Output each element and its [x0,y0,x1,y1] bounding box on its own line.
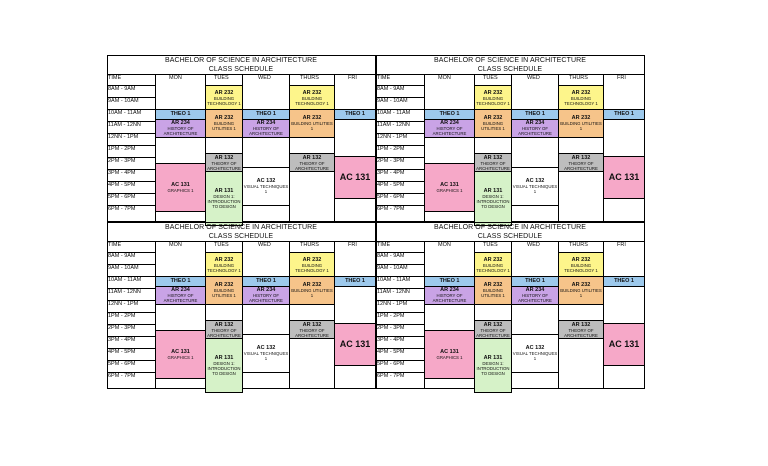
time-slot-label: 1PM - 2PM [108,146,136,152]
course-code: AR 234 [525,120,545,127]
course-title: THEORY OF ARCHITECTURE [476,327,510,338]
course-code: AR 132 [483,154,503,161]
course-code: AR 232 [571,282,591,289]
column-header: TUES [214,242,229,248]
time-slot-label: 5PM - 6PM [108,361,136,367]
course-code: AR 234 [525,287,545,294]
time-slot-label: 6PM - 7PM [108,373,136,379]
row-divider [376,121,424,122]
course-title: BUILDING UTILITIES 1 [291,288,333,299]
time-slot-label: 10AM - 11AM [108,277,142,283]
class-block [474,252,512,277]
schedule-quadrant [107,55,375,221]
time-slot-label: 1PM - 2PM [377,146,405,152]
row-divider [376,372,424,373]
time-slot-label: 11AM - 12NN [108,289,141,295]
row-divider [107,264,155,265]
course-code: AC 131 [171,182,190,188]
class-block [603,323,645,366]
course-code: THEO 1 [439,278,460,285]
course-code: AR 132 [571,154,591,161]
schedule-subtitle: CLASS SCHEDULE [208,233,274,240]
course-code: AR 234 [256,287,276,294]
column-header: FRI [617,75,626,81]
row-divider [376,181,424,182]
course-code: AR 232 [571,89,591,96]
row-divider [376,264,424,265]
class-block [511,167,559,206]
class-block [334,109,376,120]
class-block [205,109,243,138]
class-block [155,286,206,305]
course-title: HISTORY OF ARCHITECTURE [518,293,552,304]
row-divider [107,312,155,313]
course-code: AR 132 [483,321,503,328]
course-title: THEORY OF ARCHITECTURE [295,160,329,171]
schedule-title: BACHELOR OF SCIENCE IN ARCHITECTURE [164,224,318,231]
course-title: BUILDING UTILITIES 1 [481,288,505,299]
course-code: AR 132 [302,154,322,161]
course-title: HISTORY OF ARCHITECTURE [518,126,552,137]
course-title: VISUAL TECHNIQUES 1 [243,351,289,362]
course-title: VISUAL TECHNIQUES 1 [512,351,558,362]
class-block [424,330,475,379]
course-code: AR 132 [214,154,234,161]
class-block [242,286,290,305]
course-title: BUILDING UTILITIES 1 [560,121,602,132]
class-block [334,323,376,366]
class-block [289,85,335,110]
course-title: HISTORY OF ARCHITECTURE [432,293,467,304]
row-divider [107,372,155,373]
class-block [155,163,206,212]
course-title: BUILDING TECHNOLOGY 1 [564,95,598,106]
column-header: FRI [617,242,626,248]
course-code: AR 232 [302,256,322,263]
column-header: WED [527,75,540,81]
class-block [289,109,335,138]
row-divider [107,276,155,277]
course-title: HISTORY OF ARCHITECTURE [163,293,198,304]
class-block [424,163,475,212]
course-title: DESIGN 1: [482,361,504,367]
course-code: AC 131 [339,172,371,183]
course-title: BUILDING TECHNOLOGY 1 [295,95,329,106]
column-header: TIME [108,75,122,81]
row-divider [376,157,424,158]
schedule-quadrant [376,222,644,388]
row-divider [376,205,424,206]
course-title: BUILDING UTILITIES 1 [212,288,236,299]
column-header: THURS [300,242,319,248]
row-divider [107,97,155,98]
class-block [242,119,290,138]
course-code: AC 132 [525,345,545,352]
course-title: DESIGN 1: [213,361,235,367]
class-block [474,338,512,393]
course-title: BUILDING TECHNOLOGY 1 [476,262,510,273]
class-block [474,276,512,305]
course-code: AR 234 [256,120,276,127]
time-slot-label: 5PM - 6PM [377,361,405,367]
column-header: FRI [348,75,357,81]
column-header: WED [258,75,271,81]
time-slot-label: 12NN - 1PM [377,301,408,307]
course-title: HISTORY OF ARCHITECTURE [432,126,467,137]
course-code: AC 131 [171,349,190,355]
course-code: AR 232 [302,282,322,289]
course-code: THEO 1 [614,278,634,285]
course-code: THEO 1 [525,111,545,118]
row-divider [107,109,155,110]
course-title: HISTORY OF ARCHITECTURE [249,126,283,137]
row-divider [376,97,424,98]
class-block [603,156,645,199]
course-code: AR 232 [483,256,503,263]
course-code: AC 131 [440,349,459,355]
course-title: VISUAL TECHNIQUES 1 [512,184,558,195]
course-subtitle: INTRODUCTION TO DESIGN [476,199,510,210]
time-slot-label: 4PM - 5PM [108,349,136,355]
course-code: AC 131 [339,339,371,350]
time-slot-label: 6PM - 7PM [108,206,136,212]
column-header: MON [438,242,451,248]
row-divider [107,348,155,349]
time-slot-label: 3PM - 4PM [377,170,405,176]
course-title: GRAPHICS 1 [436,188,463,193]
row-divider [107,181,155,182]
course-title: BUILDING TECHNOLOGY 1 [207,95,241,106]
course-code: AR 131 [214,355,234,362]
class-block [558,109,604,138]
course-code: AR 234 [171,120,190,127]
class-block [242,334,290,373]
class-block [603,276,645,287]
row-divider [376,312,424,313]
course-title: DESIGN 1: [213,194,235,200]
time-slot-label: 4PM - 5PM [377,349,405,355]
course-code: THEO 1 [170,111,191,118]
column-header: TUES [483,75,498,81]
column-header: WED [527,242,540,248]
course-code: THEO 1 [256,111,276,118]
schedule-quadrant [107,222,375,388]
time-slot-label: 10AM - 11AM [377,277,411,283]
column-header: TIME [377,242,391,248]
time-slot-label: 12NN - 1PM [108,301,139,307]
time-slot-label: 11AM - 12NN [377,289,410,295]
schedule-subtitle: CLASS SCHEDULE [477,66,543,73]
course-title: HISTORY OF ARCHITECTURE [249,293,283,304]
class-block [242,167,290,206]
class-block [474,320,512,339]
time-slot-label: 2PM - 3PM [108,325,136,331]
time-slot-label: 3PM - 4PM [108,337,136,343]
column-header: MON [438,75,451,81]
row-divider [376,324,424,325]
row-divider [107,85,155,86]
time-slot-label: 12NN - 1PM [377,134,408,140]
course-code: THEO 1 [439,111,460,118]
row-divider [107,252,155,253]
class-block [511,119,559,138]
course-title: THEORY OF ARCHITECTURE [295,327,329,338]
class-block [334,156,376,199]
class-block [474,153,512,172]
course-code: AR 232 [302,89,322,96]
time-slot-label: 12NN - 1PM [108,134,139,140]
row-divider [376,348,424,349]
time-slot-label: 4PM - 5PM [377,182,405,188]
time-slot-label: 10AM - 11AM [377,110,411,116]
course-code: AR 131 [483,188,503,195]
class-block [289,320,335,339]
time-slot-label: 1PM - 2PM [377,313,405,319]
class-block [205,252,243,277]
course-title: THEORY OF ARCHITECTURE [564,160,598,171]
row-divider [376,300,424,301]
time-slot-label: 9AM - 10AM [377,98,408,104]
class-block [205,338,243,393]
course-code: AR 131 [483,355,503,362]
course-title: THEORY OF ARCHITECTURE [564,327,598,338]
course-code: AC 131 [608,172,640,183]
course-title: THEORY OF ARCHITECTURE [207,327,241,338]
time-slot-label: 10AM - 11AM [108,110,142,116]
row-divider [107,121,155,122]
class-block [155,330,206,379]
row-divider [376,276,424,277]
column-header: THURS [569,242,588,248]
row-divider [107,205,155,206]
schedule-title: BACHELOR OF SCIENCE IN ARCHITECTURE [433,224,587,231]
row-divider [107,360,155,361]
course-code: AC 132 [256,345,276,352]
row-divider [376,360,424,361]
course-code: AC 132 [525,178,545,185]
class-block [474,171,512,226]
time-slot-label: 8AM - 9AM [377,253,405,259]
row-divider [107,169,155,170]
course-code: THEO 1 [345,278,365,285]
time-slot-label: 9AM - 10AM [108,98,139,104]
class-block [205,320,243,339]
course-code: AR 232 [483,115,503,122]
column-header: THURS [300,75,319,81]
time-slot-label: 3PM - 4PM [377,337,405,343]
column-header: TUES [214,75,229,81]
row-divider [376,169,424,170]
time-slot-label: 1PM - 2PM [108,313,136,319]
row-divider [376,288,424,289]
course-title: BUILDING TECHNOLOGY 1 [207,262,241,273]
row-divider [376,336,424,337]
class-block [558,85,604,110]
course-code: AR 232 [483,282,503,289]
course-title: BUILDING UTILITIES 1 [560,288,602,299]
time-slot-label: 2PM - 3PM [108,158,136,164]
class-block [603,109,645,120]
row-divider [107,193,155,194]
course-title: BUILDING TECHNOLOGY 1 [295,262,329,273]
class-block [474,85,512,110]
course-code: AR 232 [302,115,322,122]
class-block [334,276,376,287]
course-code: AR 234 [440,120,459,127]
course-code: AR 132 [302,321,322,328]
course-title: THEORY OF ARCHITECTURE [476,160,510,171]
column-header: TUES [483,242,498,248]
column-header: WED [258,242,271,248]
time-slot-label: 2PM - 3PM [377,325,405,331]
class-block [558,252,604,277]
time-slot-label: 11AM - 12NN [108,122,141,128]
course-title: BUILDING UTILITIES 1 [291,121,333,132]
row-divider [376,133,424,134]
course-title: BUILDING TECHNOLOGY 1 [476,95,510,106]
class-block [155,119,206,138]
class-block [558,320,604,339]
course-title: THEORY OF ARCHITECTURE [207,160,241,171]
column-header: THURS [569,75,588,81]
class-block [474,109,512,138]
course-title: VISUAL TECHNIQUES 1 [243,184,289,195]
row-divider [376,145,424,146]
course-subtitle: INTRODUCTION TO DESIGN [207,366,241,377]
row-divider [107,324,155,325]
course-title: BUILDING TECHNOLOGY 1 [564,262,598,273]
course-title: DESIGN 1: [482,194,504,200]
time-slot-label: 3PM - 4PM [108,170,136,176]
row-divider [376,109,424,110]
course-code: THEO 1 [345,111,365,118]
schedule-subtitle: CLASS SCHEDULE [208,66,274,73]
time-slot-label: 5PM - 6PM [108,194,136,200]
course-code: AR 132 [214,321,234,328]
time-slot-label: 8AM - 9AM [108,86,136,92]
column-header: MON [169,242,182,248]
class-block [289,276,335,305]
class-block [289,153,335,172]
course-code: AR 234 [440,287,459,294]
course-code: AR 232 [571,256,591,263]
course-title: GRAPHICS 1 [167,188,194,193]
class-block [205,85,243,110]
course-code: AR 232 [214,115,234,122]
class-block [205,276,243,305]
column-header: TIME [108,242,122,248]
schedule-title: BACHELOR OF SCIENCE IN ARCHITECTURE [433,57,587,64]
course-subtitle: INTRODUCTION TO DESIGN [207,199,241,210]
time-slot-label: 9AM - 10AM [377,265,408,271]
course-title: GRAPHICS 1 [436,355,463,360]
course-title: BUILDING UTILITIES 1 [212,121,236,132]
course-code: THEO 1 [170,278,191,285]
schedule-title: BACHELOR OF SCIENCE IN ARCHITECTURE [164,57,318,64]
course-code: AC 132 [256,178,276,185]
row-divider [107,133,155,134]
time-slot-label: 2PM - 3PM [377,158,405,164]
schedule-subtitle: CLASS SCHEDULE [477,233,543,240]
class-block [289,252,335,277]
class-block [558,276,604,305]
course-code: AR 232 [571,115,591,122]
course-code: AC 131 [608,339,640,350]
course-code: AR 232 [214,256,234,263]
column-header: TIME [377,75,391,81]
course-code: AR 131 [214,188,234,195]
class-block [205,171,243,226]
course-title: HISTORY OF ARCHITECTURE [163,126,198,137]
course-code: AR 232 [214,282,234,289]
time-slot-label: 6PM - 7PM [377,206,405,212]
course-code: AR 132 [571,321,591,328]
time-slot-label: 9AM - 10AM [108,265,139,271]
row-divider [376,193,424,194]
row-divider [107,336,155,337]
schedule-quadrant [376,55,644,221]
row-divider [107,157,155,158]
class-block [511,286,559,305]
course-code: AC 131 [440,182,459,188]
course-title: GRAPHICS 1 [167,355,194,360]
row-divider [107,145,155,146]
column-header: MON [169,75,182,81]
row-divider [376,85,424,86]
time-slot-label: 6PM - 7PM [377,373,405,379]
class-block [424,119,475,138]
course-code: THEO 1 [256,278,276,285]
course-code: AR 232 [483,89,503,96]
class-block [558,153,604,172]
row-divider [107,300,155,301]
column-header: FRI [348,242,357,248]
course-code: AR 232 [214,89,234,96]
class-block [424,286,475,305]
course-subtitle: INTRODUCTION TO DESIGN [476,366,510,377]
time-slot-label: 8AM - 9AM [377,86,405,92]
course-code: THEO 1 [614,111,634,118]
time-slot-label: 8AM - 9AM [108,253,136,259]
time-slot-label: 11AM - 12NN [377,122,410,128]
class-block [511,334,559,373]
class-block [205,153,243,172]
time-slot-label: 5PM - 6PM [377,194,405,200]
row-divider [376,252,424,253]
course-code: THEO 1 [525,278,545,285]
row-divider [107,288,155,289]
course-code: AR 234 [171,287,190,294]
time-slot-label: 4PM - 5PM [108,182,136,188]
course-title: BUILDING UTILITIES 1 [481,121,505,132]
